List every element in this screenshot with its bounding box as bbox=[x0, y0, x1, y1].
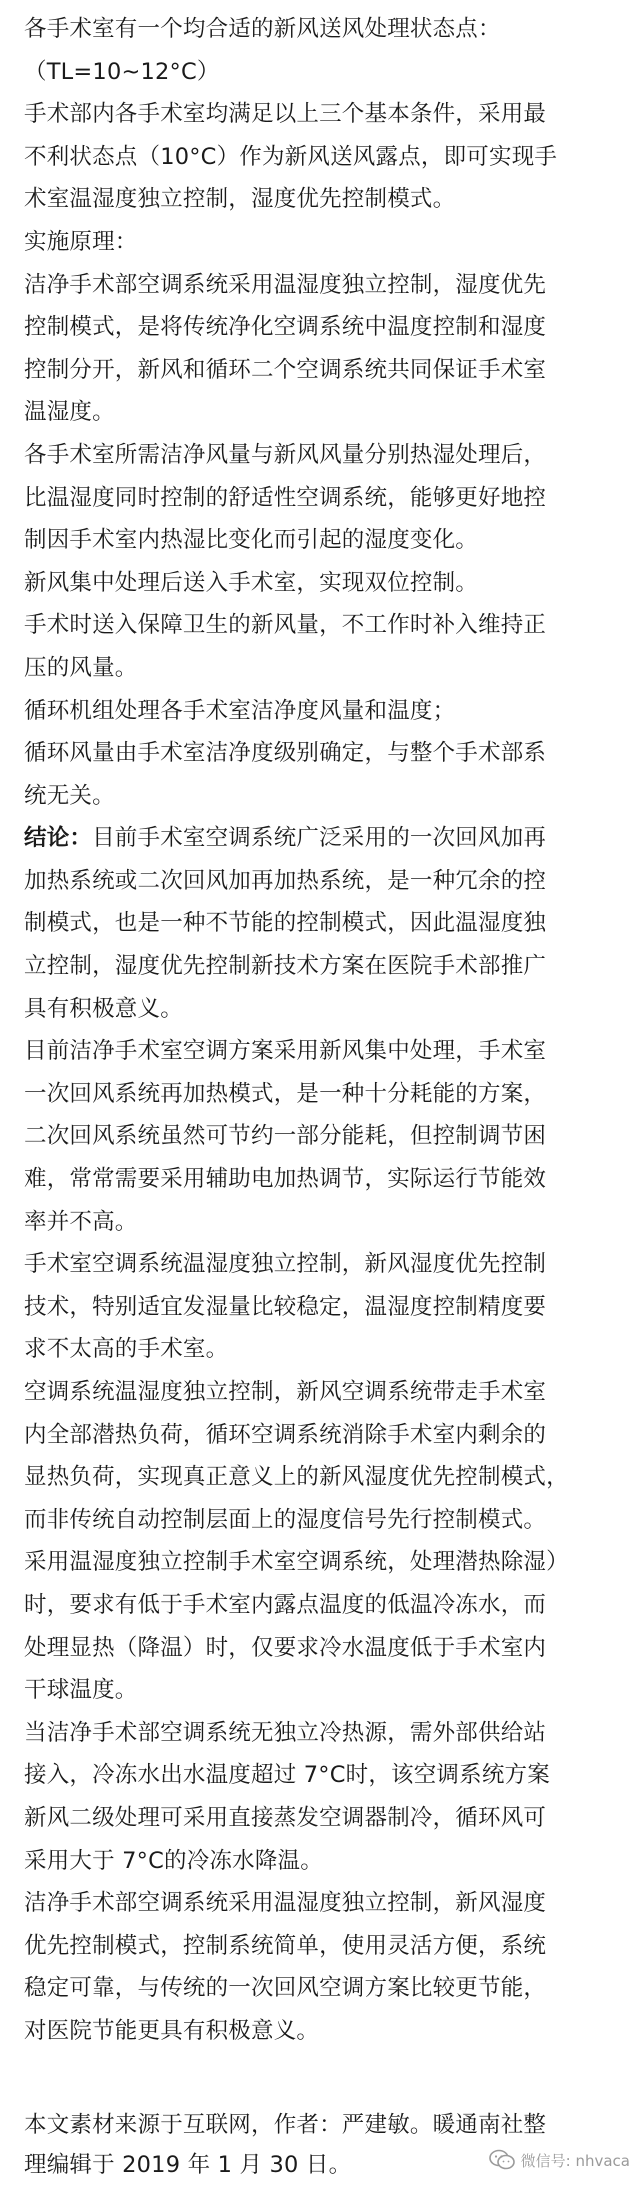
text-line: 新风集中处理后送入手术室，实现双位控制。 bbox=[24, 569, 479, 596]
text-line: 制模式，也是一种不节能的控制模式，因此温湿度独 bbox=[24, 910, 547, 937]
text-line: 不利状态点（10°C）作为新风送风露点，即可实现手 bbox=[24, 143, 558, 170]
text-line: 实施原理： bbox=[24, 228, 138, 255]
conclusion-label: 结论： bbox=[24, 825, 93, 852]
text-line: 洁净手术部空调系统采用温湿度独立控制，湿度优先 bbox=[24, 271, 547, 298]
text-line: 控制分开，新风和循环二个空调系统共同保证手术室 bbox=[24, 356, 547, 383]
article-paragraphs-part1 bbox=[24, 8, 624, 817]
text-line: 洁净手术部空调系统采用温湿度独立控制，新风湿度 bbox=[24, 1890, 547, 1917]
text-line: 各手术室有一个均合适的新风送风处理状态点： bbox=[24, 16, 501, 42]
text-line: 术室温湿度独立控制，湿度优先控制模式。 bbox=[24, 186, 456, 213]
text-line: 手术部内各手术室均满足以上三个基本条件，采用最 bbox=[24, 101, 547, 128]
wechat-icon bbox=[489, 2149, 515, 2171]
text-line: 统无关。 bbox=[24, 782, 115, 809]
text-line: 二次回风系统虽然可节约一部分能耗，但控制调节困 bbox=[24, 1123, 547, 1150]
text-line: 加热系统或二次回风加再加热系统，是一种冗余的控 bbox=[24, 867, 547, 894]
text-line: 难，常常需要采用辅助电加热调节，实际运行节能效 bbox=[24, 1166, 547, 1193]
text-line: 技术，特别适宜发湿量比较稳定，温湿度控制精度要 bbox=[24, 1293, 547, 1320]
wechat-watermark bbox=[489, 2149, 630, 2171]
conclusion-text: 目前手术室空调系统广泛采用的一次回风加再 bbox=[92, 825, 547, 852]
text-line: 各手术室所需洁净风量与新风风量分别热湿处理后， bbox=[24, 441, 547, 468]
text-line: 稳定可靠，与传统的一次回风空调方案比较更节能， bbox=[24, 1975, 547, 2002]
text-line: 循环风量由手术室洁净度级别确定，与整个手术部系 bbox=[24, 740, 547, 767]
text-line: 目前洁净手术室空调方案采用新风集中处理，手术室 bbox=[24, 1038, 547, 1065]
text-line: 空调系统温湿度独立控制，新风空调系统带走手术室 bbox=[24, 1379, 547, 1405]
text-line: 具有积极意义。 bbox=[24, 995, 183, 1022]
source-footer bbox=[24, 2105, 624, 2185]
text-line: 新风二级处理可采用直接蒸发空调器制冷，循环风可 bbox=[24, 1804, 547, 1831]
text-line: 控制模式，是将传统净化空调系统中温度控制和湿度 bbox=[24, 314, 547, 341]
text-line: 处理显热（降温）时，仅要求冷水温度低于手术室内 bbox=[24, 1634, 547, 1661]
text-line: 对医院节能更具有积极意义。 bbox=[24, 2017, 320, 2044]
text-line: 手术室空调系统温湿度独立控制，新风湿度优先控制 bbox=[24, 1251, 547, 1278]
text-line: 当洁净手术部空调系统无独立冷热源，需外部供给站 bbox=[24, 1719, 547, 1746]
text-line: 优先控制模式，控制系统简单，使用灵活方便，系统 bbox=[24, 1932, 547, 1959]
text-line: 求不太高的手术室。 bbox=[24, 1336, 229, 1363]
footer-line-2: 理编辑于 2019 年 1 月 30 日。 bbox=[24, 2152, 352, 2178]
text-line: 显热负荷，实现真正意义上的新风湿度优先控制模式， bbox=[24, 1464, 569, 1491]
text-line: 比温湿度同时控制的舒适性空调系统，能够更好地控 bbox=[24, 484, 547, 511]
text-line: 压的风量。 bbox=[24, 654, 138, 681]
text-line: 内全部潜热负荷，循环空调系统消除手术室内剩余的 bbox=[24, 1421, 547, 1448]
text-line: 采用温湿度独立控制手术室空调系统，处理潜热除湿） bbox=[24, 1549, 569, 1576]
watermark-text: 微信号: nhvaca bbox=[520, 2151, 630, 2170]
conclusion-line bbox=[24, 817, 624, 860]
text-line: 采用大于 7°C的冷冻水降温。 bbox=[24, 1847, 323, 1874]
article-body bbox=[24, 8, 624, 2053]
text-line: 时，要求有低于手术室内露点温度的低温冷冻水，而 bbox=[24, 1591, 547, 1618]
text-line: 手术时送入保障卫生的新风量，不工作时补入维持正 bbox=[24, 612, 547, 639]
text-line: 立控制，湿度优先控制新技术方案在医院手术部推广 bbox=[24, 953, 547, 980]
text-line: 接入，冷冻水出水温度超过 7°C时，该空调系统方案 bbox=[24, 1762, 550, 1789]
footer-line-1: 本文素材来源于互联网，作者：严建敏。暖通南社整 bbox=[24, 2112, 547, 2138]
text-line: 温湿度。 bbox=[24, 399, 115, 426]
text-line: （TL=10~12°C） bbox=[24, 58, 220, 85]
text-line: 干球温度。 bbox=[24, 1677, 138, 1704]
text-line: 一次回风系统再加热模式，是一种十分耗能的方案， bbox=[24, 1080, 547, 1107]
article-paragraphs-part2 bbox=[24, 860, 624, 2053]
text-line: 循环机组处理各手术室洁净度风量和温度； bbox=[24, 697, 456, 724]
text-line: 而非传统自动控制层面上的湿度信号先行控制模式。 bbox=[24, 1506, 547, 1533]
text-line: 制因手术室内热湿比变化而引起的湿度变化。 bbox=[24, 527, 479, 554]
text-line: 率并不高。 bbox=[24, 1208, 138, 1235]
